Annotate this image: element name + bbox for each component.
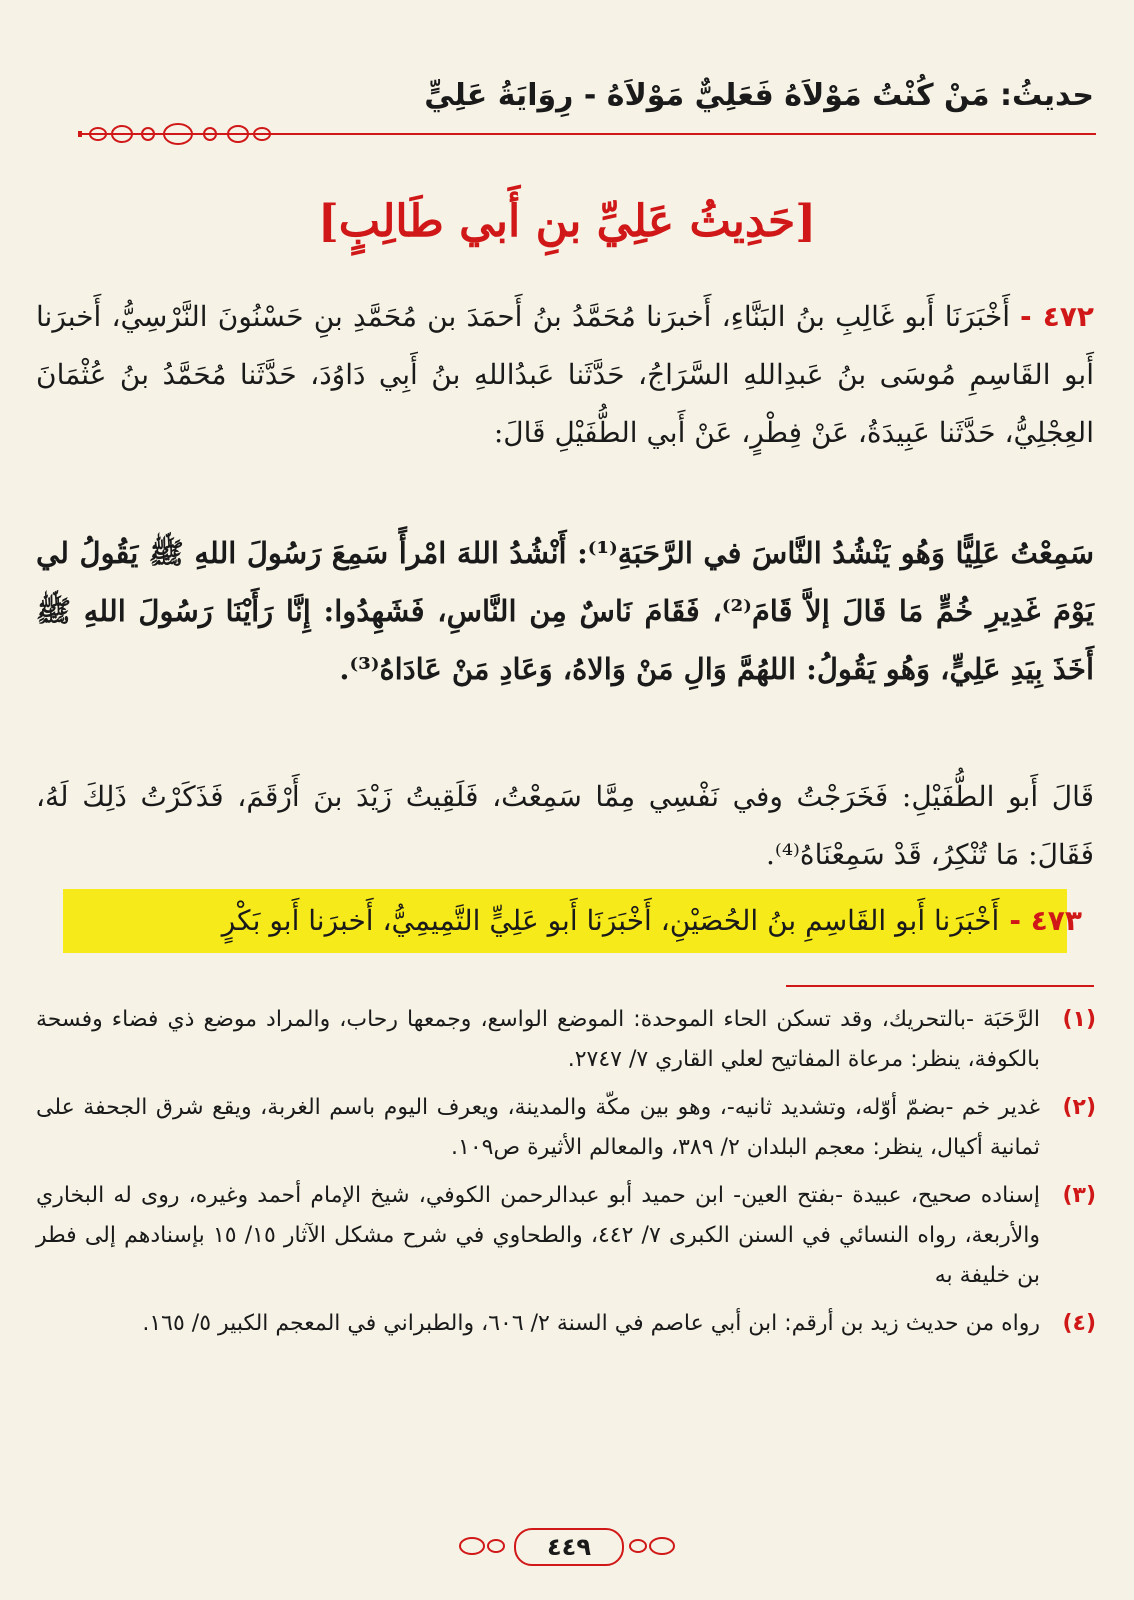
footnote [36,1088,1096,1168]
footnote-separator [786,985,1094,987]
footnotes [36,1000,1096,1352]
hadith-472-continuation: قَالَ أَبو الطُّفَيْلِ: فَخَرَجْتُ وفي نَفْسِي مِمَّا سَمِعْتُ، فَلَقِيتُ زَيْدَ بنَ أَرْقَمَ، فَذَكَرْتُ ذَلِكَ لَهُ، فَقَالَ: مَا تُنْكِرُ، قَدْ سَمِعْنَاهُ⁽⁴⁾. [36,780,1094,871]
page-number: ٤٤٩ [514,1528,624,1566]
footnote-number: (١) [1062,1007,1096,1032]
footnote [36,1304,1096,1344]
hadith-number: ٤٧٣ - [1009,904,1082,937]
footnote [36,1176,1096,1296]
footnote-text: الرَّحَبَة -بالتحريك، وقد تسكن الحاء الموحدة: الموضع الواسع، وجمعها رحاب، والمراد موضع ذي فضاء وفسحة بالكوفة، ينظر: مرعاة المفاتيح لعلي القاري ٧/ ٢٧٤٧. [36,1007,1040,1072]
footnote-text: إسناده صحيح، عبيدة -بفتح العين- ابن حميد أبو عبدالرحمن الكوفي، شيخ الإمام أحمد وغيره، روى له البخاري والأربعة، رواه النسائي في السنن الكبرى ٧/ ٤٤٢، والطحاوي في شرح مشكل الآثار ١٥/ ١٥ بإسنادهم إلى فطر بن خليفة به [36,1183,1040,1288]
footnote-number: (٤) [1062,1311,1096,1336]
hadith-number: ٤٧٢ - [1020,300,1094,333]
hadith-473 [70,892,1082,950]
header-ornament [78,122,1096,146]
footnote-number: (٢) [1062,1095,1096,1120]
footnote [36,1000,1096,1080]
page-number-frame [454,1528,680,1568]
hadith-472-matn: سَمِعْتُ عَلِيًّا وَهُو يَنْشُدُ النَّاسَ في الرَّحَبَةِ⁽¹⁾: أَنْشُدُ اللهَ امْرأً سَمِعَ رَسُولَ اللهِ ﷺ يَقُولُ لي يَوْمَ غَدِيرِ خُمٍّ مَا قَالَ إلاَّ قَامَ⁽²⁾، فَقَامَ نَاسٌ مِن النَّاسِ، فَشَهِدُوا: إِنَّا رَأَيْنَا رَسُولَ اللهِ ﷺ أَخَذَ بِيَدِ عَلِيٍّ، وَهُو يَقُولُ: اللهُمَّ وَالِ مَنْ وَالاهُ، وَعَادِ مَنْ عَادَاهُ⁽³⁾. [36,536,1094,686]
hadith-473-text: أَخْبَرَنا أَبو القَاسِمِ بنُ الحُصَيْنِ، أَخْبَرَنَا أَبو عَلِيٍّ التَّمِيمِيُّ، أَخبرَنا أَبو بَكْرٍ [221,904,1000,937]
footnote-number: (٣) [1062,1183,1096,1208]
section-title: [حَدِيثُ عَلِيِّ بنِ أَبي طَالِبٍ] [317,196,817,247]
hadith-472-isnad [36,288,1094,462]
footnote-text: رواه من حديث زيد بن أرقم: ابن أبي عاصم في السنة ٢/ ٦٠٦، والطبراني في المعجم الكبير ٥/ ١٦٥. [142,1311,1040,1336]
footnote-text: غدير خم -بضمّ أوّله، وتشديد ثانيه-، وهو بين مكّة والمدينة، ويعرف اليوم باسم الغربة، ويقع شرق الجحفة على ثمانية أكيال، ينظر: معجم البلدان ٢/ ٣٨٩، والمعالم الأثيرة ص١٠٩. [36,1095,1040,1160]
isnad-text: أَخْبَرَنَا أَبو غَالِبِ بنُ البَنَّاءِ، أَخبرَنا مُحَمَّدُ بنُ أَحمَدَ بن مُحَمَّدِ بنِ حَسْنُونَ النَّرْسِيُّ، أَخبرَنا أَبو القَاسِمِ مُوسَى بنُ عَبدِاللهِ السَّرَاجُ، حَدَّثَنا عَبدُاللهِ بنُ أَبِي دَاوُدَ، حَدَّثَنا مُحَمَّدُ بنُ عُثْمَانَ العِجْلِيُّ، حَدَّثَنا عَبِيدَةُ، عَنْ فِطْرٍ، عَنْ أَبي الطُّفَيْلِ قَالَ: [36,300,1094,449]
running-head: حديثُ: مَنْ كُنْتُ مَوْلاَهُ فَعَلِيٌّ مَوْلاَهُ - رِوَايَةُ عَلِيٍّ [424,78,1094,113]
ornament-divider-icon [78,122,1096,146]
